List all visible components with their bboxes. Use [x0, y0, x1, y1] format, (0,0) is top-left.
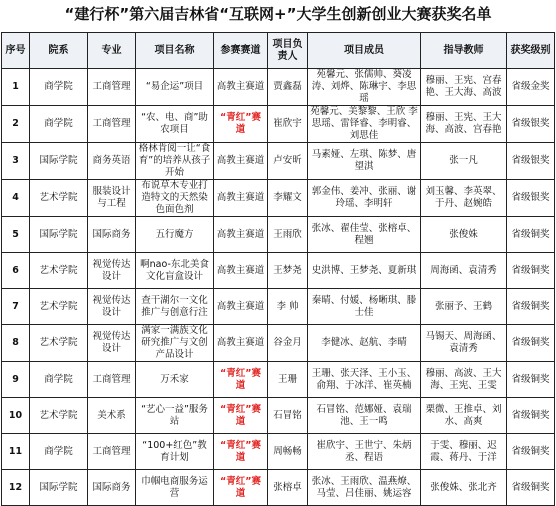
cell-members: 李健冰、赵航、李晴: [308, 325, 421, 362]
cell-no: 9: [2, 362, 30, 398]
cell-award: 省级银奖: [507, 143, 555, 180]
cell-no: 8: [2, 325, 30, 362]
cell-members: 秦晴、付媛、杨晰琪、滕士佳: [308, 289, 421, 325]
header-track: 参赛赛道: [214, 33, 268, 69]
cell-advisors: 马锡天、周海函、袁清秀: [421, 325, 507, 362]
cell-dept: 国际学院: [30, 470, 88, 506]
cell-dept: 艺术学院: [30, 180, 88, 217]
cell-leader: 谷金月: [268, 325, 308, 362]
table-row: [2, 289, 555, 325]
cell-advisors: 张俊姝: [421, 217, 507, 253]
cell-project: “农、电、商”助农项目: [136, 106, 214, 143]
cell-track: “青红”赛道: [214, 362, 268, 398]
cell-members: 郭金伟、姜冲、张丽、谢玲瑶、李明轩: [308, 180, 421, 217]
cell-track: 高教主赛道: [214, 253, 268, 289]
table-row: [2, 69, 555, 106]
cell-no: 5: [2, 217, 30, 253]
cell-no: 3: [2, 143, 30, 180]
cell-dept: 艺术学院: [30, 253, 88, 289]
cell-project: 啊nao-东北美食文化盲盒设计: [136, 253, 214, 289]
cell-track: 高教主赛道: [214, 180, 268, 217]
header-major: 专业: [88, 33, 136, 69]
header-dept: 院系: [30, 33, 88, 69]
cell-dept: 商学院: [30, 69, 88, 106]
cell-track: “青红”赛道: [214, 434, 268, 470]
cell-no: 7: [2, 289, 30, 325]
cell-members: 张冰、翟佳莹、张榕卓、程翘: [308, 217, 421, 253]
cell-advisors: 张一凡: [421, 143, 507, 180]
cell-advisors: 张俊姝、张北齐: [421, 470, 507, 506]
cell-leader: 王梦尧: [268, 253, 308, 289]
cell-no: 1: [2, 69, 30, 106]
cell-no: 10: [2, 398, 30, 434]
cell-award: 省级铜奖: [507, 289, 555, 325]
cell-major: 国际商务: [88, 217, 136, 253]
cell-advisors: 于雯、穆丽、迟霞、蒋丹、于洋: [421, 434, 507, 470]
page-title: “建行杯”第六届吉林省“互联网+”大学生创新创业大赛获奖名单: [64, 5, 492, 23]
cell-major: 商务英语: [88, 143, 136, 180]
cell-dept: 艺术学院: [30, 325, 88, 362]
cell-leader: 李 帅: [268, 289, 308, 325]
cell-track: 高教主赛道: [214, 217, 268, 253]
cell-dept: 艺术学院: [30, 398, 88, 434]
cell-dept: 商学院: [30, 362, 88, 398]
cell-major: 视觉传达设计: [88, 325, 136, 362]
table-row: [2, 325, 555, 362]
table-row: [2, 470, 555, 506]
cell-advisors: 张丽予、王鹤: [421, 289, 507, 325]
cell-track: 高教主赛道: [214, 143, 268, 180]
cell-advisors: 刘玉馨、李英翠、于丹、赵婉皓: [421, 180, 507, 217]
cell-major: 美术系: [88, 398, 136, 434]
cell-major: 视觉传达设计: [88, 253, 136, 289]
cell-project: “100+红色”教育计划: [136, 434, 214, 470]
cell-project: 满家一满族文化研究推广与文创产品设计: [136, 325, 214, 362]
cell-major: 工商管理: [88, 434, 136, 470]
cell-leader: 李耀文: [268, 180, 308, 217]
cell-members: 苑馨元、美黎黎、王欣 李思瑶、雷铎睿、李明睿、刘思佳: [308, 106, 421, 143]
table-row: [2, 180, 555, 217]
header-no: 序号: [2, 33, 30, 69]
cell-no: 11: [2, 434, 30, 470]
cell-major: 工商管理: [88, 69, 136, 106]
cell-advisors: 穆丽、王宪、宫春艳、王大海、高波: [421, 69, 507, 106]
table-row: [2, 143, 555, 180]
cell-award: 省级铜奖: [507, 362, 555, 398]
cell-leader: 王珊: [268, 362, 308, 398]
table-row: [2, 398, 555, 434]
cell-project: “艺心一益”服务站: [136, 398, 214, 434]
cell-project: 万禾家: [136, 362, 214, 398]
cell-leader: 王雨欣: [268, 217, 308, 253]
cell-no: 2: [2, 106, 30, 143]
cell-award: 省级铜奖: [507, 398, 555, 434]
header-leader: 项目负责人: [268, 33, 308, 69]
cell-leader: 崔欣宇: [268, 106, 308, 143]
cell-award: 省级铜奖: [507, 253, 555, 289]
cell-members: 马素娅、左琪、陈梦、唐望淇: [308, 143, 421, 180]
cell-track: 高教主赛道: [214, 325, 268, 362]
cell-leader: 石冒铭: [268, 398, 308, 434]
cell-major: 工商管理: [88, 362, 136, 398]
cell-award: 省级铜奖: [507, 325, 555, 362]
cell-members: 石冒铭、范娜娅、袁瑞池、王一鸣: [308, 398, 421, 434]
cell-leader: 周畅畅: [268, 434, 308, 470]
cell-project: 查干湖尔一文化推广与创意行注: [136, 289, 214, 325]
cell-leader: 张榕卓: [268, 470, 308, 506]
cell-major: 工商管理: [88, 106, 136, 143]
header-advisors: 指导教师: [421, 33, 507, 69]
cell-project: 巾帼电商服务运营: [136, 470, 214, 506]
cell-major: 国际商务: [88, 470, 136, 506]
table-row: [2, 434, 555, 470]
cell-project: 格林肯阅一让“食育”的培养从孩子开始: [136, 143, 214, 180]
cell-members: 王珊、张天泽、王小玉、俞翔、于冰洋、崔英楠: [308, 362, 421, 398]
cell-major: 服装设计与工程: [88, 180, 136, 217]
cell-no: 12: [2, 470, 30, 506]
cell-advisors: 栗微、王推卓、刘水、高爽: [421, 398, 507, 434]
cell-dept: 艺术学院: [30, 289, 88, 325]
cell-award: 省级金奖: [507, 69, 555, 106]
cell-members: 史洪博、王梦尧、夏新琪: [308, 253, 421, 289]
cell-members: 崔欣宇、王世宁、朱炳丞、程语: [308, 434, 421, 470]
table-row: [2, 106, 555, 143]
cell-award: 省级铜奖: [507, 434, 555, 470]
cell-award: 省级铜奖: [507, 217, 555, 253]
cell-dept: 国际学院: [30, 217, 88, 253]
cell-advisors: 周海函、袁清秀: [421, 253, 507, 289]
cell-no: 4: [2, 180, 30, 217]
cell-track: 高教主赛道: [214, 69, 268, 106]
header-project: 项目名称: [136, 33, 214, 69]
cell-project: 布说草木专业打造特文的天然染色面色剂: [136, 180, 214, 217]
cell-award: 省级铜奖: [507, 470, 555, 506]
cell-track: “青红”赛道: [214, 398, 268, 434]
table-row: [2, 253, 555, 289]
header-members: 项目成员: [308, 33, 421, 69]
header-award: 获奖级别: [507, 33, 555, 69]
cell-track: 高教主赛道: [214, 289, 268, 325]
cell-no: 6: [2, 253, 30, 289]
cell-dept: 国际学院: [30, 143, 88, 180]
cell-dept: 商学院: [30, 106, 88, 143]
cell-members: 张冰、王雨欣、温燕燎、马莹、吕佳丽、姚运容: [308, 470, 421, 506]
cell-members: 苑馨元、张儒帅、葵凌涛、刘烨、陈琳宇、李思瑶: [308, 69, 421, 106]
cell-major: 视觉传达设计: [88, 289, 136, 325]
cell-advisors: 穆丽、王宪、王大海、高波、宫春艳: [421, 106, 507, 143]
cell-advisors: 穆丽、高波、王大海、王宪、王雯: [421, 362, 507, 398]
cell-award: 省级银奖: [507, 180, 555, 217]
table-row: [2, 217, 555, 253]
cell-award: 省级银奖: [507, 106, 555, 143]
cell-project: “易企运”项目: [136, 69, 214, 106]
table-row: [2, 362, 555, 398]
cell-leader: 贾鑫磊: [268, 69, 308, 106]
header-row: [2, 33, 555, 69]
cell-track: “青红”赛道: [214, 106, 268, 143]
award-table: [1, 32, 555, 506]
cell-project: 五行魔方: [136, 217, 214, 253]
cell-leader: 卢安昕: [268, 143, 308, 180]
cell-track: “青红”赛道: [214, 470, 268, 506]
cell-dept: 商学院: [30, 434, 88, 470]
